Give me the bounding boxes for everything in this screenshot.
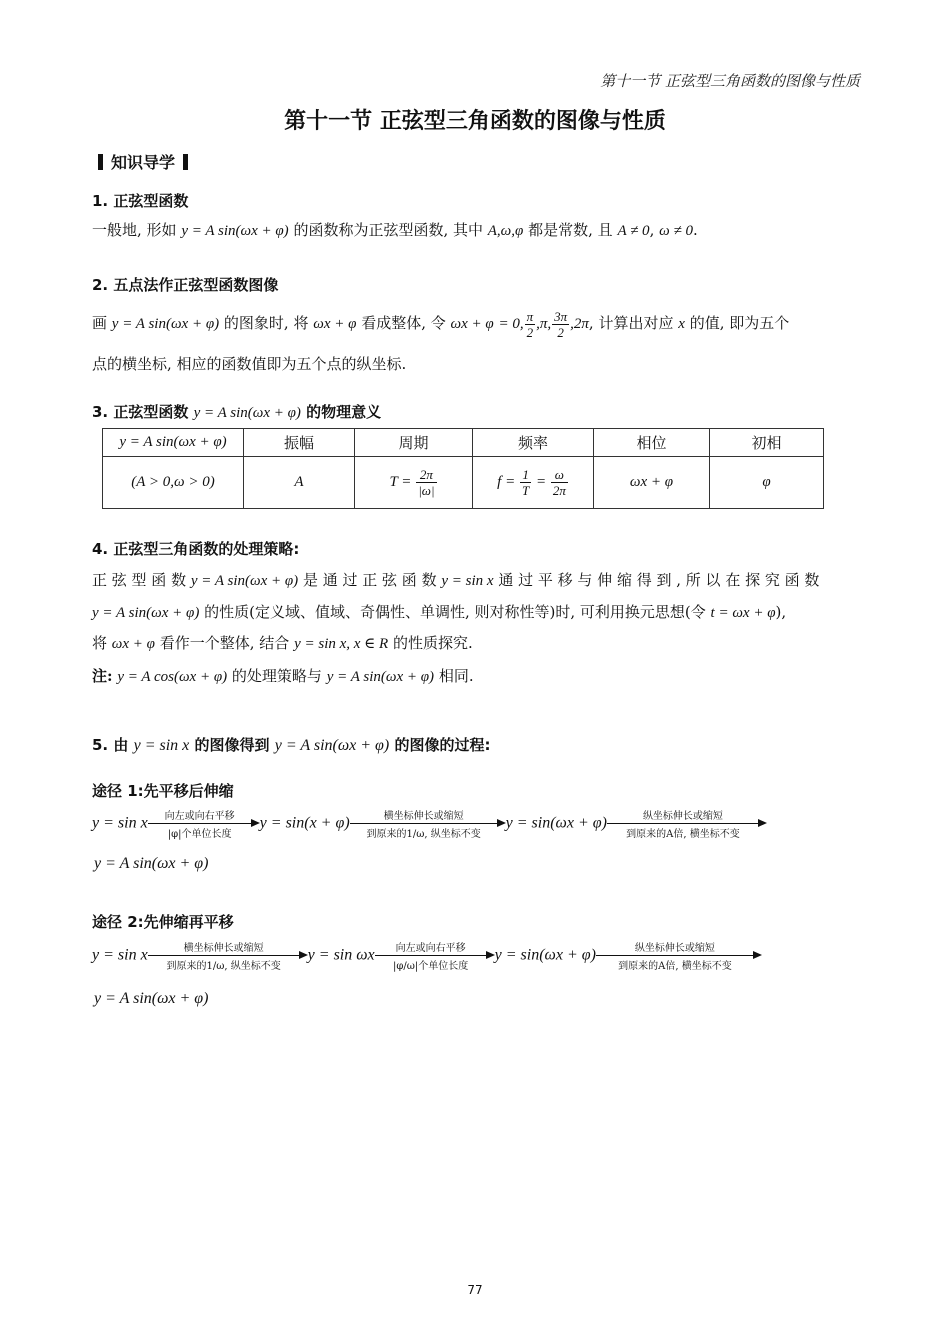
text: 一般地, 形如: [92, 221, 177, 239]
text: 将: [92, 634, 108, 652]
arrow-head-icon: [299, 951, 308, 959]
arrow-line: [148, 955, 300, 956]
text: 画: [92, 314, 108, 332]
formula: y = A sin(ωx + φ): [193, 405, 301, 421]
expression: y = sin ωx: [307, 946, 375, 964]
arrow-line: [596, 955, 754, 956]
expression: y = sin(x + φ): [259, 814, 350, 832]
path-1-chain: [92, 808, 767, 841]
heading-text: 3. 正弦型函数: [92, 403, 189, 421]
formula: = 0,: [498, 316, 524, 332]
text: 看作一个整体, 结合: [159, 634, 290, 652]
text: ,: [649, 221, 655, 239]
guide-label-text: 知识导学: [111, 153, 176, 172]
text: ),: [775, 603, 787, 621]
formula: y = sin x: [441, 573, 494, 589]
text: 的值, 即为五个: [689, 314, 790, 332]
arrow-top-label: 纵坐标伸长或缩短: [634, 942, 715, 954]
numerator: 1: [520, 467, 531, 483]
table-header-cell: 初相: [710, 429, 824, 457]
transform-arrow: [148, 940, 308, 973]
table-header-cell: y = A sin(ωx + φ): [103, 429, 244, 457]
formula: y = A sin(ωx + φ): [326, 669, 435, 685]
formula: y = sin x: [133, 737, 190, 754]
fraction-pi-over-2: [525, 309, 536, 340]
section-4-note: [92, 664, 862, 689]
arrow-bottom-label: 到原来的A倍, 横坐标不变: [626, 829, 740, 841]
page-number: 77: [467, 1283, 483, 1297]
denominator: 2: [526, 324, 534, 340]
formula: y = A sin(ωx + φ): [190, 573, 299, 589]
arrow-bottom-label: 到原来的A倍, 横坐标不变: [618, 961, 732, 973]
formula: y = sin x, x ∈ R: [294, 636, 389, 652]
text: 看成整体, 令: [361, 314, 446, 332]
section-guide-label: [90, 150, 196, 173]
arrow-head-icon: [497, 819, 506, 827]
section-3-heading: [92, 401, 381, 422]
running-header: 第十一节 正弦型三角函数的图像与性质: [600, 72, 860, 90]
text: 相同.: [438, 667, 474, 685]
arrow-top-label: 向左或向右平移: [164, 810, 235, 822]
text: 的图象时, 将: [223, 314, 309, 332]
table-cell-frequency: [473, 457, 594, 509]
denominator: 2π: [552, 483, 566, 498]
path-2-label: 途径 2:先伸缩再平移: [92, 913, 234, 931]
arrow-top-label: 横坐标伸长或缩短: [183, 942, 264, 954]
formula: t = ωx + φ: [710, 605, 776, 621]
text: .: [692, 221, 698, 239]
arrow-head-icon: [486, 951, 495, 959]
freq-fraction-2: [551, 467, 568, 498]
physical-meaning-table: [102, 428, 824, 509]
text: 的性质探究.: [392, 634, 473, 652]
denominator: T: [521, 483, 530, 498]
heading-text: 5. 由: [92, 736, 129, 754]
text: 的性质(定义域、值域、奇偶性、单调性, 则对称性等)时, 可利用换元思想(令: [204, 603, 706, 621]
section-2-text-line2: 点的横坐标, 相应的函数值即为五个点的纵坐标.: [92, 355, 407, 373]
page-title: 第十一节 正弦型三角函数的图像与性质: [284, 109, 666, 134]
section-4-line3: [92, 631, 862, 656]
table-row: [103, 457, 824, 509]
arrow-head-icon: [753, 951, 762, 959]
expression: y = sin(ωx + φ): [505, 814, 607, 832]
heading-text: 的图像得到: [194, 736, 270, 754]
table-cell-phase: ωx + φ: [594, 457, 710, 509]
numerator: 2π: [416, 467, 436, 483]
arrow-line: [375, 955, 487, 956]
transform-arrow: [375, 940, 495, 973]
transform-arrow: [148, 808, 260, 841]
formula: y = A cos(ωx + φ): [117, 669, 228, 685]
arrow-bottom-label: |φ/ω|个单位长度: [393, 961, 469, 973]
section-5-heading: [92, 734, 490, 755]
numerator: ω: [551, 467, 568, 483]
text: 的函数称为正弦型函数, 其中: [293, 221, 483, 239]
section-1-text: [92, 218, 862, 243]
numerator: π: [526, 308, 534, 324]
arrow-line: [148, 823, 252, 824]
formula: ω ≠ 0: [659, 223, 693, 239]
period-lhs: T =: [389, 473, 412, 490]
table-cell-amplitude: A: [244, 457, 355, 509]
formula: ,2π: [570, 316, 589, 332]
denominator: |ω|: [418, 483, 435, 498]
left-bar-mark: [98, 154, 103, 170]
formula: y = A sin(ωx + φ): [111, 316, 220, 332]
path-1-result: y = A sin(ωx + φ): [94, 855, 209, 872]
table-cell-initial-phase: φ: [710, 457, 824, 509]
table-header-cell: 振幅: [244, 429, 355, 457]
arrow-bottom-label: |φ|个单位长度: [167, 829, 232, 841]
denominator: 2: [557, 324, 564, 340]
text: 的处理策略与: [231, 667, 322, 685]
arrow-top-label: 纵坐标伸长或缩短: [642, 810, 723, 822]
freq-fraction-1: [520, 467, 531, 498]
text: 正 弦 型 函 数: [92, 571, 187, 589]
table-header-row: [103, 429, 824, 457]
transform-arrow: [607, 808, 767, 841]
formula: ,π,: [536, 316, 552, 332]
arrow-top-label: 横坐标伸长或缩短: [383, 810, 464, 822]
table-header-cell: 相位: [594, 429, 710, 457]
formula: ωx + φ: [450, 316, 494, 332]
right-bar-mark: [183, 154, 188, 170]
arrow-top-label: 向左或向右平移: [395, 942, 466, 954]
expression: y = sin x: [92, 814, 148, 832]
formula: A,ω,φ: [487, 223, 524, 239]
formula: y = A sin(ωx + φ): [181, 223, 289, 239]
note-label: 注:: [92, 667, 113, 685]
section-1-heading: 1. 正弦型函数: [92, 192, 189, 210]
formula: y = A sin(ωx + φ): [92, 605, 200, 621]
arrow-bottom-label: 到原来的1/ω, 纵坐标不变: [166, 961, 281, 973]
table-header-cell: 周期: [355, 429, 473, 457]
heading-text: 的图像的过程:: [394, 736, 491, 754]
freq-lhs: f =: [497, 473, 516, 490]
fraction-3pi-over-2: [552, 309, 569, 340]
arrow-line: [350, 823, 498, 824]
text: 都是常数, 且: [528, 221, 613, 239]
arrow-bottom-label: 到原来的1/ω, 纵坐标不变: [366, 829, 481, 841]
period-fraction: [416, 467, 436, 498]
text: 通 过 平 移 与 伸 缩 得 到 , 所 以 在 探 究 函 数: [498, 571, 820, 589]
path-2-chain: [92, 940, 762, 973]
expression: y = sin x: [92, 946, 148, 964]
formula: x: [678, 316, 685, 332]
path-1-label: 途径 1:先平移后伸缩: [92, 782, 234, 800]
table-header-cell: 频率: [473, 429, 594, 457]
section-2-heading: 2. 五点法作正弦型函数图像: [92, 276, 279, 294]
numerator: 3π: [554, 308, 568, 324]
table-cell-condition: (A > 0,ω > 0): [103, 457, 244, 509]
section-2-text: [92, 303, 862, 344]
arrow-line: [607, 823, 759, 824]
section-4-line1: [92, 568, 862, 593]
equals-sign: =: [535, 473, 547, 490]
expression: y = sin(ωx + φ): [494, 946, 596, 964]
text: 是 通 过 正 弦 函 数: [302, 571, 437, 589]
formula: A ≠ 0: [617, 223, 650, 239]
text: , 计算出对应: [588, 314, 674, 332]
path-2-result: y = A sin(ωx + φ): [94, 990, 209, 1007]
table-cell-period: [355, 457, 473, 509]
transform-arrow: [596, 940, 762, 973]
formula: ωx + φ: [313, 316, 357, 332]
section-4-heading: 4. 正弦型三角函数的处理策略:: [92, 540, 300, 558]
transform-arrow: [350, 808, 506, 841]
section-4-line2: [92, 600, 862, 625]
formula: ωx + φ: [111, 636, 155, 652]
arrow-head-icon: [251, 819, 260, 827]
arrow-head-icon: [758, 819, 767, 827]
formula: y = A sin(ωx + φ): [274, 737, 390, 754]
heading-text: 的物理意义: [306, 403, 382, 421]
